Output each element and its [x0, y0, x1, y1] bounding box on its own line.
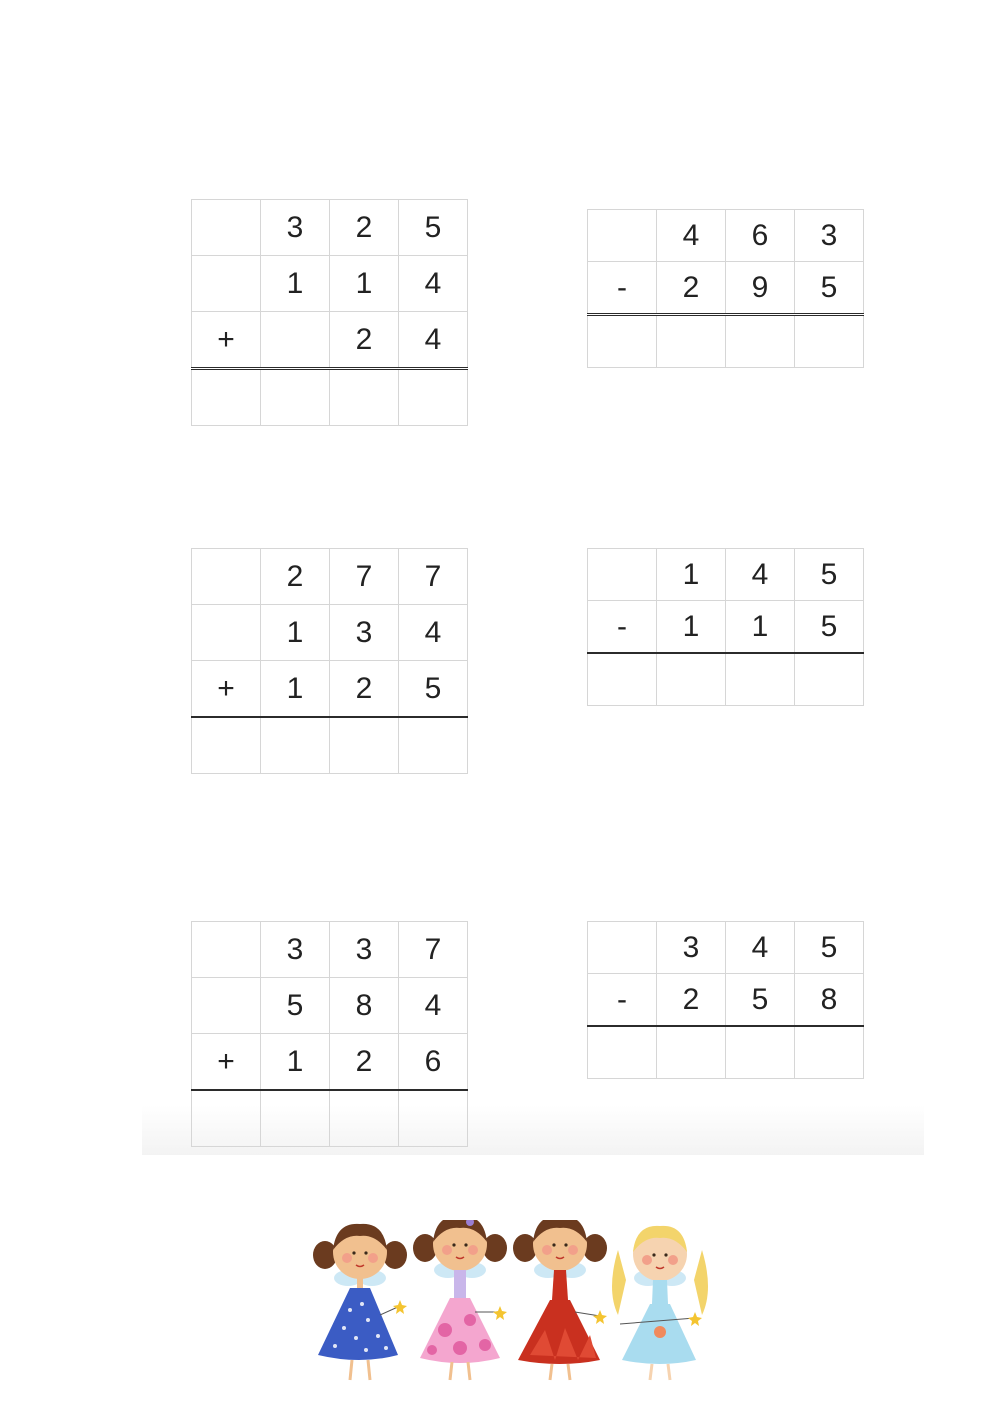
digit-cell: 5	[399, 661, 468, 718]
digit-cell: 5	[399, 200, 468, 256]
digit-cell: 1	[330, 256, 399, 312]
answer-cell[interactable]	[399, 717, 468, 774]
digit-cell: 1	[261, 605, 330, 661]
answer-cell[interactable]	[330, 717, 399, 774]
fairy-girl-red	[513, 1220, 607, 1380]
subtraction-problem-3	[587, 921, 864, 1079]
digit-cell: 1	[726, 601, 795, 654]
sign-cell	[588, 922, 657, 974]
answer-row	[588, 1026, 864, 1079]
minus-sign: -	[588, 601, 657, 654]
digit-cell: 5	[795, 262, 864, 315]
digit-cell: 3	[330, 605, 399, 661]
addend-row	[192, 605, 468, 661]
digit-cell: 6	[399, 1034, 468, 1091]
digit-cell: 4	[399, 605, 468, 661]
answer-cell[interactable]	[261, 1090, 330, 1147]
answer-cell[interactable]	[192, 717, 261, 774]
answer-cell[interactable]	[192, 369, 261, 426]
digit-cell: 3	[261, 200, 330, 256]
digit-cell: 5	[795, 601, 864, 654]
subtrahend-row	[588, 262, 864, 315]
subtraction-problem-1	[587, 209, 864, 368]
plus-sign: +	[192, 1034, 261, 1091]
digit-cell: 2	[330, 1034, 399, 1091]
minus-sign: -	[588, 974, 657, 1027]
digit-cell: 4	[657, 210, 726, 262]
digit-cell: 2	[657, 262, 726, 315]
answer-row	[192, 369, 468, 426]
addend-row	[192, 922, 468, 978]
answer-cell[interactable]	[795, 1026, 864, 1079]
minuend-row	[588, 549, 864, 601]
fairy-girl-light-blue	[612, 1226, 708, 1380]
answer-cell[interactable]	[588, 1026, 657, 1079]
digit-cell	[261, 312, 330, 369]
digit-cell: 8	[330, 978, 399, 1034]
addition-problem-3	[191, 921, 468, 1147]
digit-cell: 7	[399, 549, 468, 605]
digit-cell: 3	[795, 210, 864, 262]
addition-problem-2	[191, 548, 468, 774]
answer-row	[192, 717, 468, 774]
fairy-girl-blue	[313, 1224, 407, 1380]
answer-cell[interactable]	[795, 653, 864, 706]
digit-cell: 5	[261, 978, 330, 1034]
digit-cell: 9	[726, 262, 795, 315]
answer-cell[interactable]	[657, 315, 726, 368]
sign-cell	[192, 605, 261, 661]
sign-cell	[588, 210, 657, 262]
digit-cell: 2	[330, 312, 399, 369]
subtrahend-row	[588, 974, 864, 1027]
digit-cell: 1	[657, 549, 726, 601]
answer-cell[interactable]	[261, 717, 330, 774]
answer-cell[interactable]	[726, 315, 795, 368]
digit-cell: 4	[726, 922, 795, 974]
answer-cell[interactable]	[657, 653, 726, 706]
answer-row	[588, 653, 864, 706]
plus-sign: +	[192, 661, 261, 718]
digit-cell: 4	[399, 978, 468, 1034]
answer-cell[interactable]	[330, 1090, 399, 1147]
addend-row	[192, 661, 468, 718]
addend-row	[192, 978, 468, 1034]
digit-cell: 1	[261, 1034, 330, 1091]
digit-cell: 1	[261, 256, 330, 312]
subtrahend-row	[588, 601, 864, 654]
digit-cell: 3	[261, 922, 330, 978]
addend-row	[192, 549, 468, 605]
answer-row	[588, 315, 864, 368]
answer-row	[192, 1090, 468, 1147]
answer-cell[interactable]	[726, 1026, 795, 1079]
digit-cell: 4	[726, 549, 795, 601]
digit-cell: 2	[330, 661, 399, 718]
digit-cell: 2	[330, 200, 399, 256]
fairy-girl-pink	[413, 1220, 507, 1380]
digit-cell: 1	[261, 661, 330, 718]
answer-cell[interactable]	[261, 369, 330, 426]
addend-row	[192, 200, 468, 256]
digit-cell: 7	[399, 922, 468, 978]
addend-row	[192, 1034, 468, 1091]
sign-cell	[192, 200, 261, 256]
plus-sign: +	[192, 312, 261, 369]
sign-cell	[192, 978, 261, 1034]
addend-row	[192, 256, 468, 312]
digit-cell: 8	[795, 974, 864, 1027]
answer-cell[interactable]	[330, 369, 399, 426]
four-fairy-girls-illustration	[300, 1220, 720, 1390]
digit-cell: 4	[399, 256, 468, 312]
subtraction-problem-2	[587, 548, 864, 706]
answer-cell[interactable]	[192, 1090, 261, 1147]
answer-cell[interactable]	[795, 315, 864, 368]
digit-cell: 6	[726, 210, 795, 262]
answer-cell[interactable]	[657, 1026, 726, 1079]
addition-problem-1	[191, 199, 468, 426]
answer-cell[interactable]	[399, 369, 468, 426]
minus-sign: -	[588, 262, 657, 315]
digit-cell: 7	[330, 549, 399, 605]
sign-cell	[192, 922, 261, 978]
answer-cell[interactable]	[588, 653, 657, 706]
answer-cell[interactable]	[726, 653, 795, 706]
digit-cell: 4	[399, 312, 468, 369]
answer-cell[interactable]	[588, 315, 657, 368]
minuend-row	[588, 922, 864, 974]
digit-cell: 3	[330, 922, 399, 978]
sign-cell	[588, 549, 657, 601]
digit-cell: 5	[726, 974, 795, 1027]
digit-cell: 2	[261, 549, 330, 605]
minuend-row	[588, 210, 864, 262]
digit-cell: 3	[657, 922, 726, 974]
digit-cell: 5	[795, 549, 864, 601]
digit-cell: 2	[657, 974, 726, 1027]
digit-cell: 1	[657, 601, 726, 654]
addend-row	[192, 312, 468, 369]
answer-cell[interactable]	[399, 1090, 468, 1147]
sign-cell	[192, 549, 261, 605]
digit-cell: 5	[795, 922, 864, 974]
sign-cell	[192, 256, 261, 312]
